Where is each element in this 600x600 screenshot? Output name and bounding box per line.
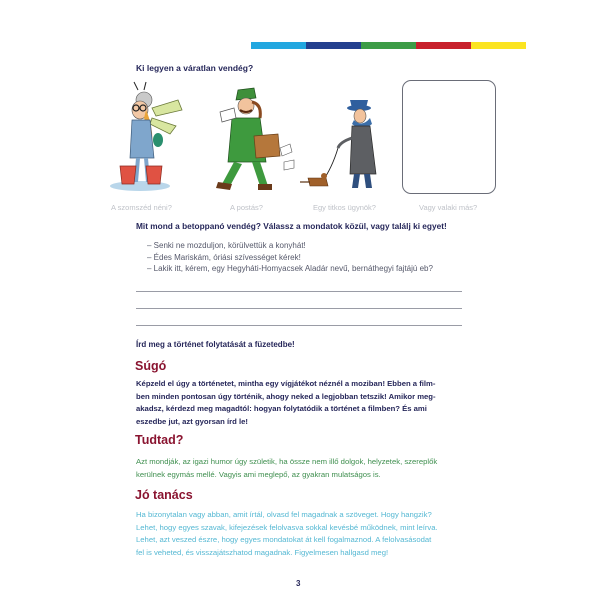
jo-tanacs-line: Ha bizonytalan vagy abban, amit írtál, olvasd fel magadnak a szöveget. Hogy hangzik? (136, 510, 432, 519)
sugo-line: akadsz, kérdezd meg magadtól: hogyan folytatódik a történet a filmben? És ami (136, 404, 427, 413)
stripe-red (416, 42, 471, 49)
task3-instruction: Írd meg a történet folytatását a füzetedbe! (136, 340, 295, 349)
empty-drawing-frame (402, 80, 496, 194)
writing-line[interactable] (136, 308, 462, 309)
sugo-line: Képzeld el úgy a történetet, mintha egy vígjátékot néznél a moziban! Ebben a film- (136, 379, 436, 388)
task2-question: Mit mond a betoppanó vendég? Válassz a mondatok közül, vagy találj ki egyet! (136, 221, 447, 231)
stripe-dark-blue (306, 42, 361, 49)
tudtad-line: kerülnek egymás mellé. Vagyis ami meglepő, az gyakran mulatságos is. (136, 469, 381, 479)
writing-line[interactable] (136, 325, 462, 326)
jo-tanacs-text (136, 509, 476, 559)
tudtad-text (136, 456, 476, 481)
page-number: 3 (296, 579, 301, 588)
sentence-option: – Lakik itt, kérem, egy Hegyháti-Homyacsek Aladár nevű, bernáthegyi fajtájú eb? (147, 264, 433, 273)
stripe-green (361, 42, 416, 49)
tudtad-heading: Tudtad? (135, 433, 184, 447)
sugo-line: eszedbe jut, azt gyorsan írd le! (136, 416, 248, 426)
sugo-text (136, 378, 476, 428)
secret-agent-illustration (300, 100, 376, 188)
sugo-heading: Súgó (135, 359, 167, 373)
caption-postman: A postás? (230, 203, 263, 212)
stripe-light-blue (251, 42, 306, 49)
caption-neighbor: A szomszéd néni? (111, 203, 172, 212)
sentence-option: – Édes Mariskám, óriási szívességet kérek! (147, 252, 301, 262)
postman-illustration (216, 88, 294, 190)
neighbor-lady-illustration (110, 82, 182, 191)
jo-tanacs-heading: Jó tanács (135, 488, 193, 502)
writing-line[interactable] (136, 291, 462, 292)
jo-tanacs-line: Lehet, azt veszed észre, hogy egyes mondatokat át kell fogalmaznod. A felolvasásodat (136, 535, 432, 544)
sentence-options (147, 240, 433, 275)
task1-question: Ki legyen a váratlan vendég? (136, 63, 254, 73)
guest-captions (0, 203, 600, 215)
jo-tanacs-line: Lehet, hogy egyes szavak, kifejezések felolvasva sokkal kevésbé működnek, mint leírva. (136, 522, 438, 532)
color-stripe-header (251, 42, 526, 49)
caption-agent: Egy titkos ügynök? (313, 203, 376, 212)
jo-tanacs-line: fel is veheted, és visszajátszhatod magadnak. Figyelmesen hallgasd meg! (136, 547, 389, 557)
sugo-line: ben minden pontosan úgy történik, ahogy neked a legjobban tetszik! Amikor meg- (136, 391, 436, 401)
stripe-yellow (471, 42, 526, 49)
caption-someone-else: Vagy valaki más? (419, 203, 478, 212)
sentence-option: – Senki ne mozduljon, körülvettük a konyhát! (147, 241, 306, 250)
tudtad-line: Azt mondják, az igazi humor úgy születik, ha össze nem illő dolgok, helyzetek, szereplők (136, 457, 438, 466)
